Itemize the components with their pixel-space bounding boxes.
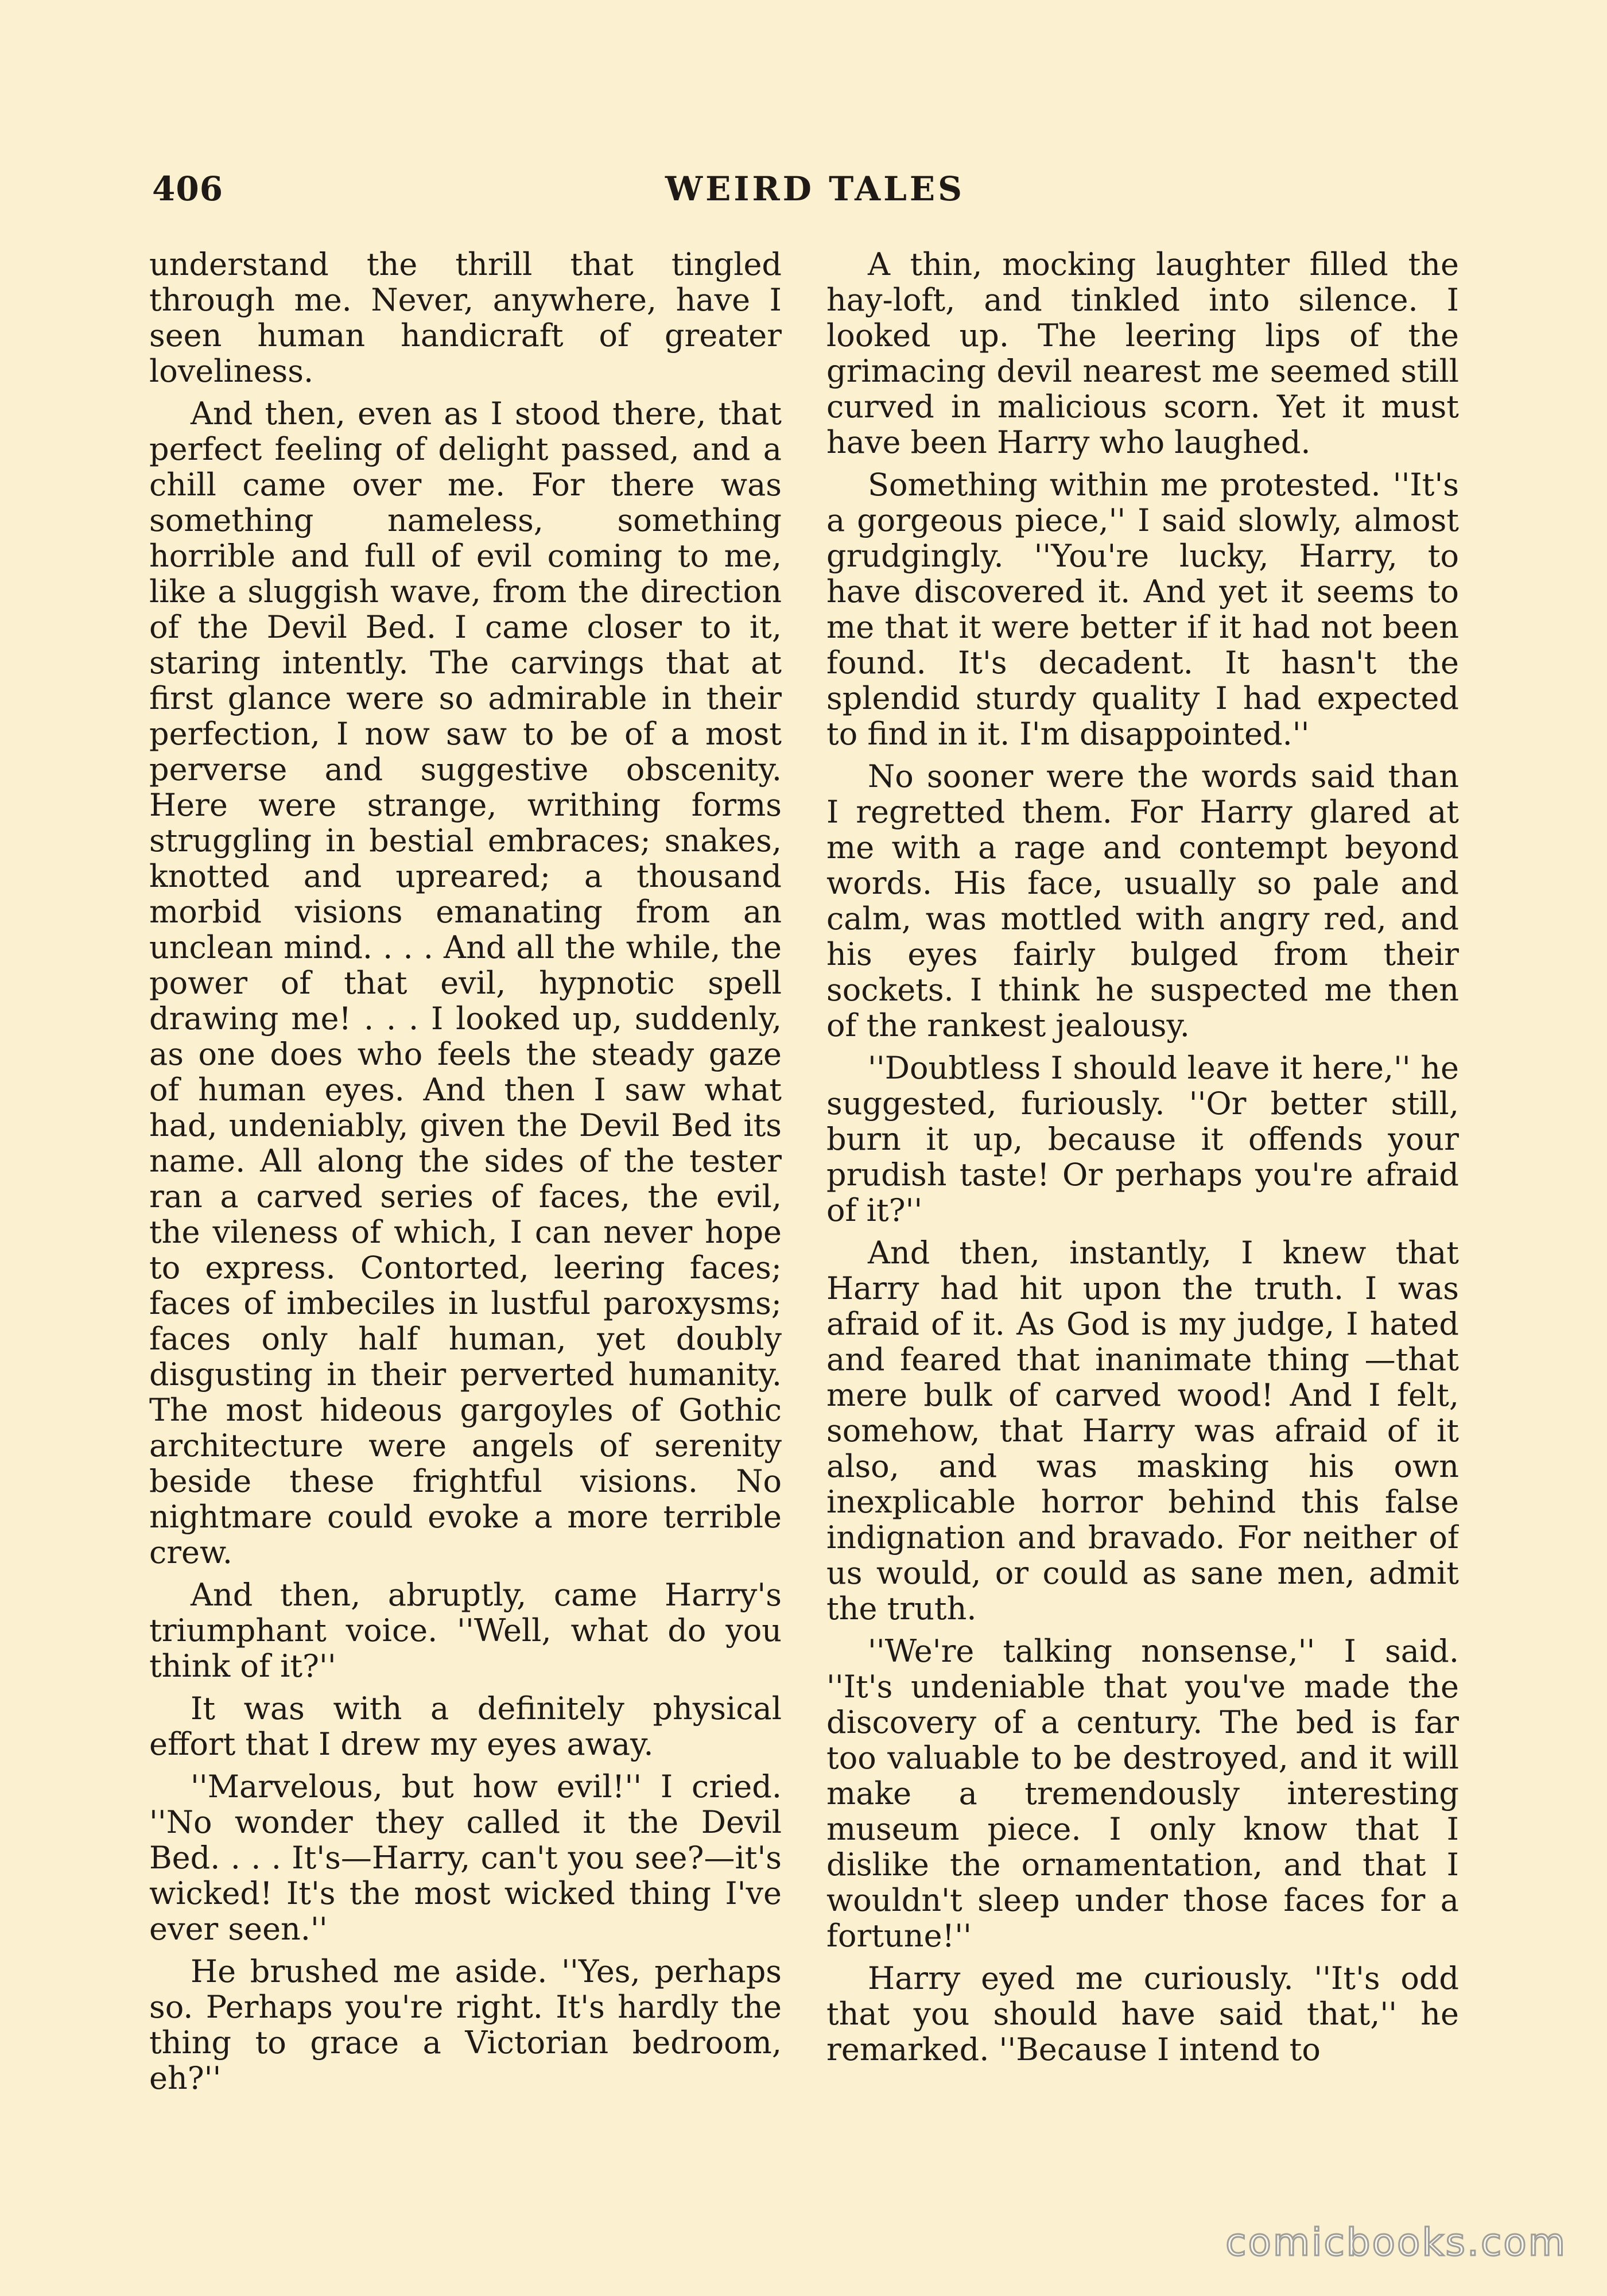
paragraph: ''Marvelous, but how evil!'' I cried. ''No wonder they called it the Devil Bed. . . . It's—Harry, can't you see?—it's wicked! It's the most wicked thing I've ever seen.'' bbox=[149, 1768, 782, 1947]
text-column-right bbox=[826, 247, 1459, 2141]
paragraph: ''We're talking nonsense,'' I said. ''It's undeniable that you've made the discovery of a century. The bed is far too valuable to be destroyed, and it will make a tremendously interesting museum piece. I only know that I dislike the ornamentation, and that I wouldn't sleep under those faces for a fortune!'' bbox=[826, 1633, 1459, 1954]
paragraph: understand the thrill that tingled through me. Never, anywhere, have I seen human handicraft of greater loveliness. bbox=[149, 247, 782, 389]
site-watermark: comicbooks.com bbox=[1225, 2220, 1567, 2264]
paragraph: He brushed me aside. ''Yes, perhaps so. Perhaps you're right. It's hardly the thing to grace a Victorian bedroom, eh?'' bbox=[149, 1953, 782, 2096]
paragraph: And then, even as I stood there, that perfect feeling of delight passed, and a chill came over me. For there was something nameless, something horrible and full of evil coming to me, like a sluggish wave, from the direction of the Devil Bed. I came closer to it, staring intently. The carvings that at first glance were so admirable in their perfection, I now saw to be of a most perverse and suggestive obscenity. Here were strange, writhing forms struggling in bestial embraces; snakes, knotted and upreared; a thousand morbid visions emanating from an unclean mind. . . . And all the while, the power of that evil, hypnotic spell drawing me! . . . I looked up, suddenly, as one does who feels the steady gaze of human eyes. And then I saw what had, undeniably, given the Devil Bed its name. All along the sides of the tester ran a carved series of faces, the evil, the vileness of which, I can never hope to express. Contorted, leering faces; faces of imbeciles in lustful paroxysms; faces only half human, yet doubly disgusting in their perverted humanity. The most hideous gargoyles of Gothic architecture were angels of serenity beside these frightful visions. No nightmare could evoke a more terrible crew. bbox=[149, 395, 782, 1570]
paragraph: Something within me protested. ''It's a gorgeous piece,'' I said slowly, almost grudgingly. ''You're lucky, Harry, to have discovered it. And yet it seems to me that it were better if it had not been found. It's decadent. It hasn't the splendid sturdy quality I had expected to find in it. I'm disappointed.'' bbox=[826, 467, 1459, 752]
paragraph: It was with a definitely physical effort that I drew my eyes away. bbox=[149, 1690, 782, 1762]
running-title: WEIRD TALES bbox=[665, 169, 965, 208]
text-column-left bbox=[149, 247, 782, 2141]
page-number: 406 bbox=[152, 169, 224, 208]
paragraph: And then, abruptly, came Harry's triumphant voice. ''Well, what do you think of it?'' bbox=[149, 1577, 782, 1684]
paragraph: No sooner were the words said than I regretted them. For Harry glared at me with a rage and contempt beyond words. His face, usually so pale and calm, was mottled with angry red, and his eyes fairly bulged from their sockets. I think he suspected me then of the rankest jealousy. bbox=[826, 758, 1459, 1044]
paragraph: A thin, mocking laughter filled the hay-loft, and tinkled into silence. I looked up. The leering lips of the grimacing devil nearest me seemed still curved in malicious scorn. Yet it must have been Harry who laughed. bbox=[826, 247, 1459, 460]
paragraph: Harry eyed me curiously. ''It's odd that you should have said that,'' he remarked. ''Because I intend to bbox=[826, 1960, 1459, 2068]
paragraph: And then, instantly, I knew that Harry had hit upon the truth. I was afraid of it. As God is my judge, I hated and feared that inanimate thing —that mere bulk of carved wood! And I felt, somehow, that Harry was afraid of it also, and was masking his own inexplicable horror behind this false indignation and bravado. For neither of us would, or could as sane men, admit the truth. bbox=[826, 1235, 1459, 1627]
paragraph: ''Doubtless I should leave it here,'' he suggested, furiously. ''Or better still, burn it up, because it offends your prudish taste! Or perhaps you're afraid of it?'' bbox=[826, 1050, 1459, 1228]
